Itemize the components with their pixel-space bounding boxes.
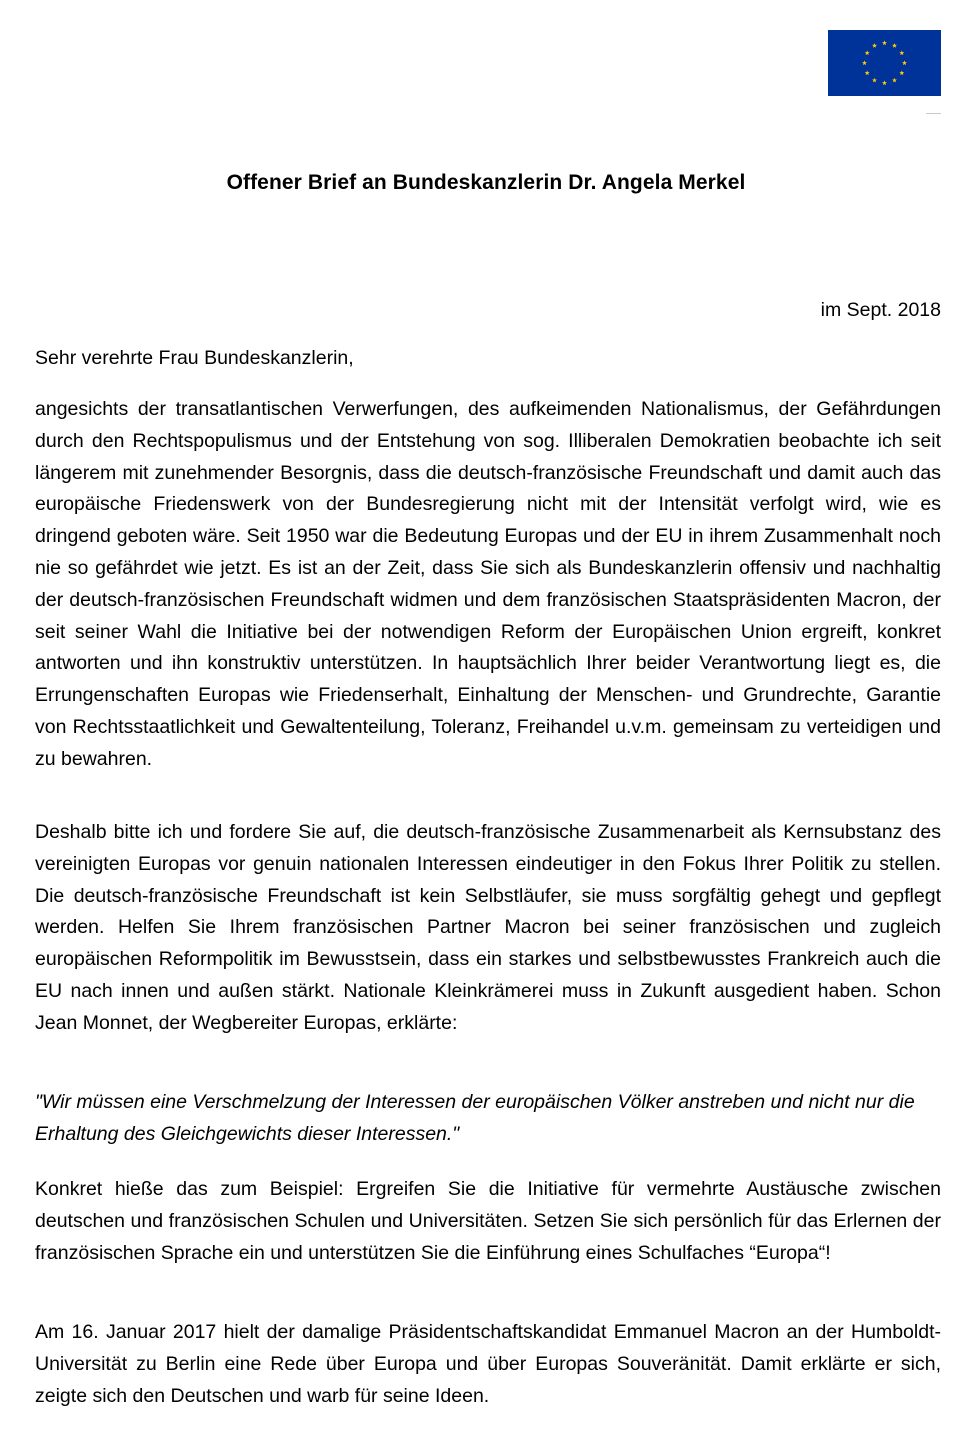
- eu-flag-stars: [828, 30, 941, 96]
- monnet-quote: "Wir müssen eine Verschmelzung der Interessen der europäischen Völker anstreben und nicht nur die Erhaltung des Gleichgewichts dieser Interessen.": [35, 1091, 915, 1145]
- letter-title: Offener Brief an Bundeskanzlerin Dr. Angela Merkel: [226, 171, 746, 194]
- header-divider: [926, 113, 941, 114]
- paragraph-4: Am 16. Januar 2017 hielt der damalige Präsidentschaftskandidat Emmanuel Macron an der Humboldt-Universität zu Berlin eine Rede über Europa und über Europas Souveränität. Damit erklärte er sich, zeigte sich den Deutschen und warb für seine Ideen.: [35, 1321, 941, 1407]
- paragraph-3: Konkret hieße das zum Beispiel: Ergreifen Sie die Initiative für vermehrte Austäusche zwischen deutschen und französischen Schulen und Universitäten. Setzen Sie sich persönlich für das Erlernen der französischen Sprache ein und unterstützen Sie die Einführung eines Schulfaches “Europa“!: [35, 1178, 941, 1264]
- paragraph-2: Deshalb bitte ich und fordere Sie auf, die deutsch-französische Zusammenarbeit als Kernsubstanz des vereinigten Europas vor genuin nationalen Interessen eindeutiger in den Fokus Ihrer Politik zu stellen. Die deutsch-französische Freundschaft ist kein Selbstläufer, sie muss sorgfältig gehegt und gepflegt werden. Helfen Sie Ihrem französischen Partner Macron bei seiner französischen und zugleich europäischen Reformpolitik im Bewusstsein, dass ein starkes und selbstbewusstes Frankreich auch die EU nach innen und außen stärkt. Nationale Kleinkrämerei muss in Zukunft ausgedient haben. Schon Jean Monnet, der Wegbereiter Europas, erklärte:: [35, 821, 941, 1034]
- letter-date: im Sept. 2018: [820, 299, 941, 321]
- eu-flag-icon: [828, 30, 941, 96]
- letter-salutation: Sehr verehrte Frau Bundeskanzlerin,: [35, 347, 354, 369]
- paragraph-1: angesichts der transatlantischen Verwerfungen, des aufkeimenden Nationalismus, der Gefährdungen durch den Rechtspopulismus und der Entstehung von sog. Illiberalen Demokratien beobachte ich seit längerem mit zunehmender Besorgnis, dass die deutsch-französische Freundschaft und damit auch das europäische Friedenswerk von der Bundesregierung nicht mit der Intensität verfolgt wird, wie es dringend geboten wäre. Seit 1950 war die Bedeutung Europas und der EU in ihrem Zusammenhalt noch nie so gefährdet wie jetzt. Es ist an der Zeit, dass Sie sich als Bundeskanzlerin offensiv und nachhaltig der deutsch-französischen Freundschaft widmen und dem französischen Staatspräsidenten Macron, der seit seiner Wahl die Initiative bei der notwendigen Reform der Europäischen Union ergreift, konkret antworten und ihn konstruktiv unterstützen. In hauptsächlich Ihrer beider Verantwortung liegt es, die Errungenschaften Europas wie Friedenserhalt, Einhaltung der Menschen- und Grundrechte, Garantie von Rechtsstaatlichkeit und Gewaltenteilung, Toleranz, Freihandel u.v.m. gemeinsam zu verteidigen und zu bewahren.: [35, 398, 941, 770]
